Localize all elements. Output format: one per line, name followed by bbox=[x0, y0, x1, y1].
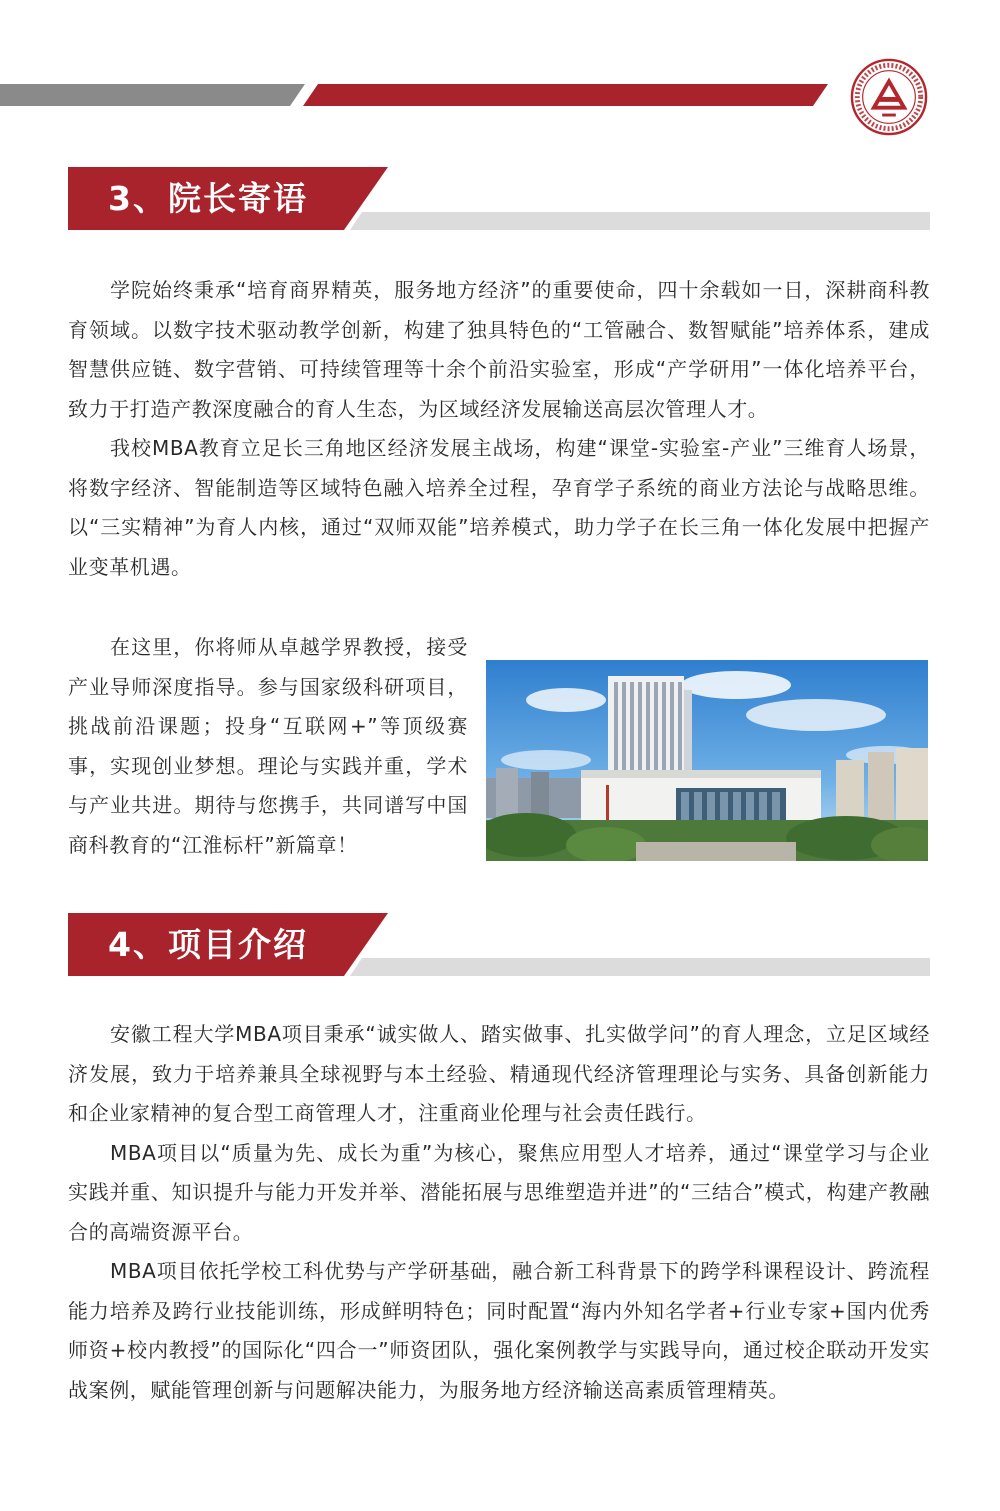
section-3-header bbox=[0, 165, 1000, 235]
section-3-paragraph-3: 在这里，你将师从卓越学界教授，接受产业导师深度指导。参与国家级科研项目，挑战前沿课题；投身“互联网+”等顶级赛事，实现创业梦想。理论与实践并重，学术与产业共进。期待与您携手，共同谱写中国商科教育的“江淮标杆”新篇章！ bbox=[68, 635, 468, 857]
section-3-title: 3、院长寄语 bbox=[108, 179, 308, 218]
top-gray-bar bbox=[0, 84, 305, 106]
section-4-header bbox=[0, 911, 1000, 981]
university-seal-icon bbox=[850, 58, 928, 136]
section-3-paragraph-1: 学院始终秉承“培育商界精英，服务地方经济”的重要使命，四十余载如一日，深耕商科教育领域。以数字技术驱动教学创新，构建了独具特色的“工管融合、数智赋能”培养体系，建成智慧供应链、数字营销、可持续管理等十余个前沿实验室，形成“产学研用”一体化培养平台，致力于打造产教深度融合的育人生态，为区域经济发展输送高层次管理人才。 bbox=[68, 278, 930, 421]
section-3-paragraph-2: 我校MBA教育立足长三角地区经济发展主战场，构建“课堂-实验室-产业”三维育人场景，将数字经济、智能制造等区域特色融入培养全过程，孕育学子系统的商业方法论与战略思维。以“三实精神”为育人内核，通过“双师双能”培养模式，助力学子在长三角一体化发展中把握产业变革机遇。 bbox=[68, 436, 930, 579]
campus-building-photo bbox=[486, 660, 928, 861]
section-4-title: 4、项目介绍 bbox=[108, 925, 308, 964]
top-red-bar bbox=[303, 84, 828, 106]
section-4-paragraph-3: MBA项目依托学校工科优势与产学研基础，融合新工科背景下的跨学科课程设计、跨流程能力培养及跨行业技能训练，形成鲜明特色；同时配置“海内外知名学者+行业专家+国内优秀师资+校内教授”的国际化“四合一”师资团队，强化案例教学与实践导向，通过校企联动开发实战案例，赋能管理创新与问题解决能力，为服务地方经济输送高素质管理精英。 bbox=[68, 1259, 930, 1402]
section-4-body bbox=[68, 1015, 930, 1410]
section-4-paragraph-1: 安徽工程大学MBA项目秉承“诚实做人、踏实做事、扎实做学问”的育人理念，立足区域经济发展，致力于培养兼具全球视野与本土经验、精通现代经济管理理论与实务、具备创新能力和企业家精神的复合型工商管理人才，注重商业伦理与社会责任践行。 bbox=[68, 1022, 930, 1125]
section-4-paragraph-2: MBA项目以“质量为先、成长为重”为核心，聚焦应用型人才培养，通过“课堂学习与企业实践并重、知识提升与能力开发并举、潜能拓展与思维塑造并进”的“三结合”模式，构建产教融合的高端资源平台。 bbox=[68, 1140, 930, 1244]
section-3-body bbox=[68, 271, 930, 587]
